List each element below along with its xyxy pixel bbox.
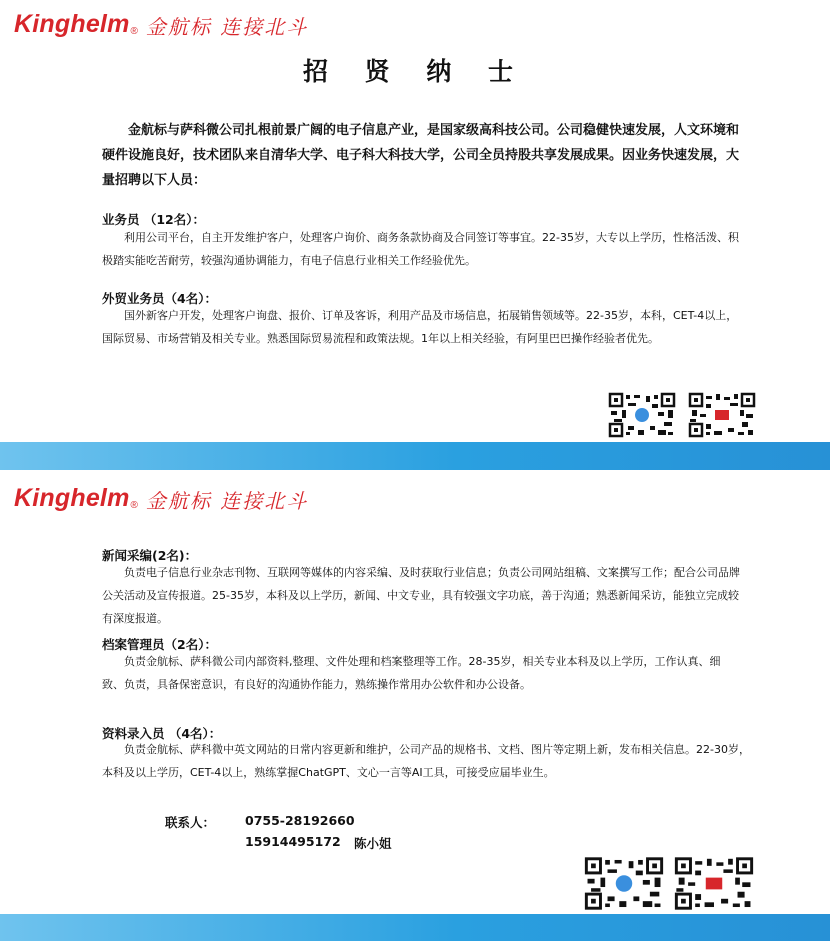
- contact-phone-1: 0755-28192660: [245, 813, 355, 828]
- job-title-foreign-trade: 外贸业务员（4名）：: [102, 291, 217, 306]
- brand-logo: [14, 486, 308, 511]
- job-desc-foreign-trade: 国外新客户开发，处理客户询盘、报价、订单及客诉，利用产品及市场信息，拓展销售领域等。22-35岁，本科，CET-4以上，国际贸易、市场营销及相关专业。熟悉国际贸易流程和政策法规。1年以上相关经验，有阿里巴巴操作经验者优先。: [102, 309, 738, 345]
- brand-latin: Kinghelm: [14, 10, 130, 38]
- job-desc-news-editor: 负责电子信息行业杂志刊物、互联网等媒体的内容采编、及时获取行业信息；负责公司网站组稿、文案撰写工作；配合公司品牌公关活动及宣传报道。25-35岁，本科及以上学历，新闻、中文专业，具有较强文字功底，善于沟通；熟悉新闻采访，能独立完成较有深度报道。: [102, 566, 740, 625]
- contact-label: 联系人：: [165, 815, 216, 830]
- page-footer-band: [0, 914, 830, 941]
- brand-latin: Kinghelm: [14, 484, 130, 512]
- brand-logo: [14, 12, 308, 37]
- contact-phone-2: 15914495172: [245, 834, 341, 849]
- page-title: 招 贤 纳 士: [302, 57, 528, 86]
- job-title-sales: 业务员 （12名）：: [102, 212, 205, 227]
- qr-code-icon: [608, 392, 676, 438]
- brand-cn: 金航标 连接北斗: [145, 489, 309, 513]
- brand-registered: ®: [130, 26, 138, 37]
- job-desc-archivist: 负责金航标、萨科微公司内部资料,整理、文件处理和档案整理等工作。28-35岁，相关专业本科及以上学历，工作认真、细致、负责，具备保密意识，有良好的沟通协作能力，熟练操作常用办公软件和办公设备。: [102, 655, 721, 691]
- qr-code-icon: [584, 856, 664, 911]
- brand-cn: 金航标 连接北斗: [145, 15, 309, 39]
- job-title-data-entry: 资料录入员 （4名）：: [102, 726, 222, 741]
- brand-registered: ®: [130, 500, 138, 511]
- qr-code-icon: [688, 392, 756, 438]
- qr-code-icon: [674, 856, 754, 911]
- job-title-news-editor: 新闻采编(2名)：: [102, 548, 198, 563]
- page-divider-band: [0, 442, 830, 470]
- job-desc-data-entry: 负责金航标、萨科微中英文网站的日常内容更新和维护，公司产品的规格书、文档、图片等定期上新，发布相关信息。22-30岁，本科及以上学历，CET-4以上，熟练掌握ChatGPT、文心一言等AI工具，可接受应届毕业生。: [102, 743, 750, 779]
- contact-name: 陈小姐: [354, 836, 392, 851]
- intro-paragraph: 金航标与萨科微公司扎根前景广阔的电子信息产业，是国家级高科技公司。公司稳健快速发展，人文环境和硬件设施良好，技术团队来自清华大学、电子科大科技大学，公司全员持股共享发展成果。因业务快速发展，大量招聘以下人员：: [102, 123, 740, 188]
- job-desc-sales: 利用公司平台，自主开发维护客户，处理客户询价、商务条款协商及合同签订等事宜。22-35岁，大专以上学历，性格活泼、积极踏实能吃苦耐劳，较强沟通协调能力，有电子信息行业相关工作经验优先。: [102, 231, 739, 267]
- job-title-archivist: 档案管理员（2名）：: [102, 637, 217, 652]
